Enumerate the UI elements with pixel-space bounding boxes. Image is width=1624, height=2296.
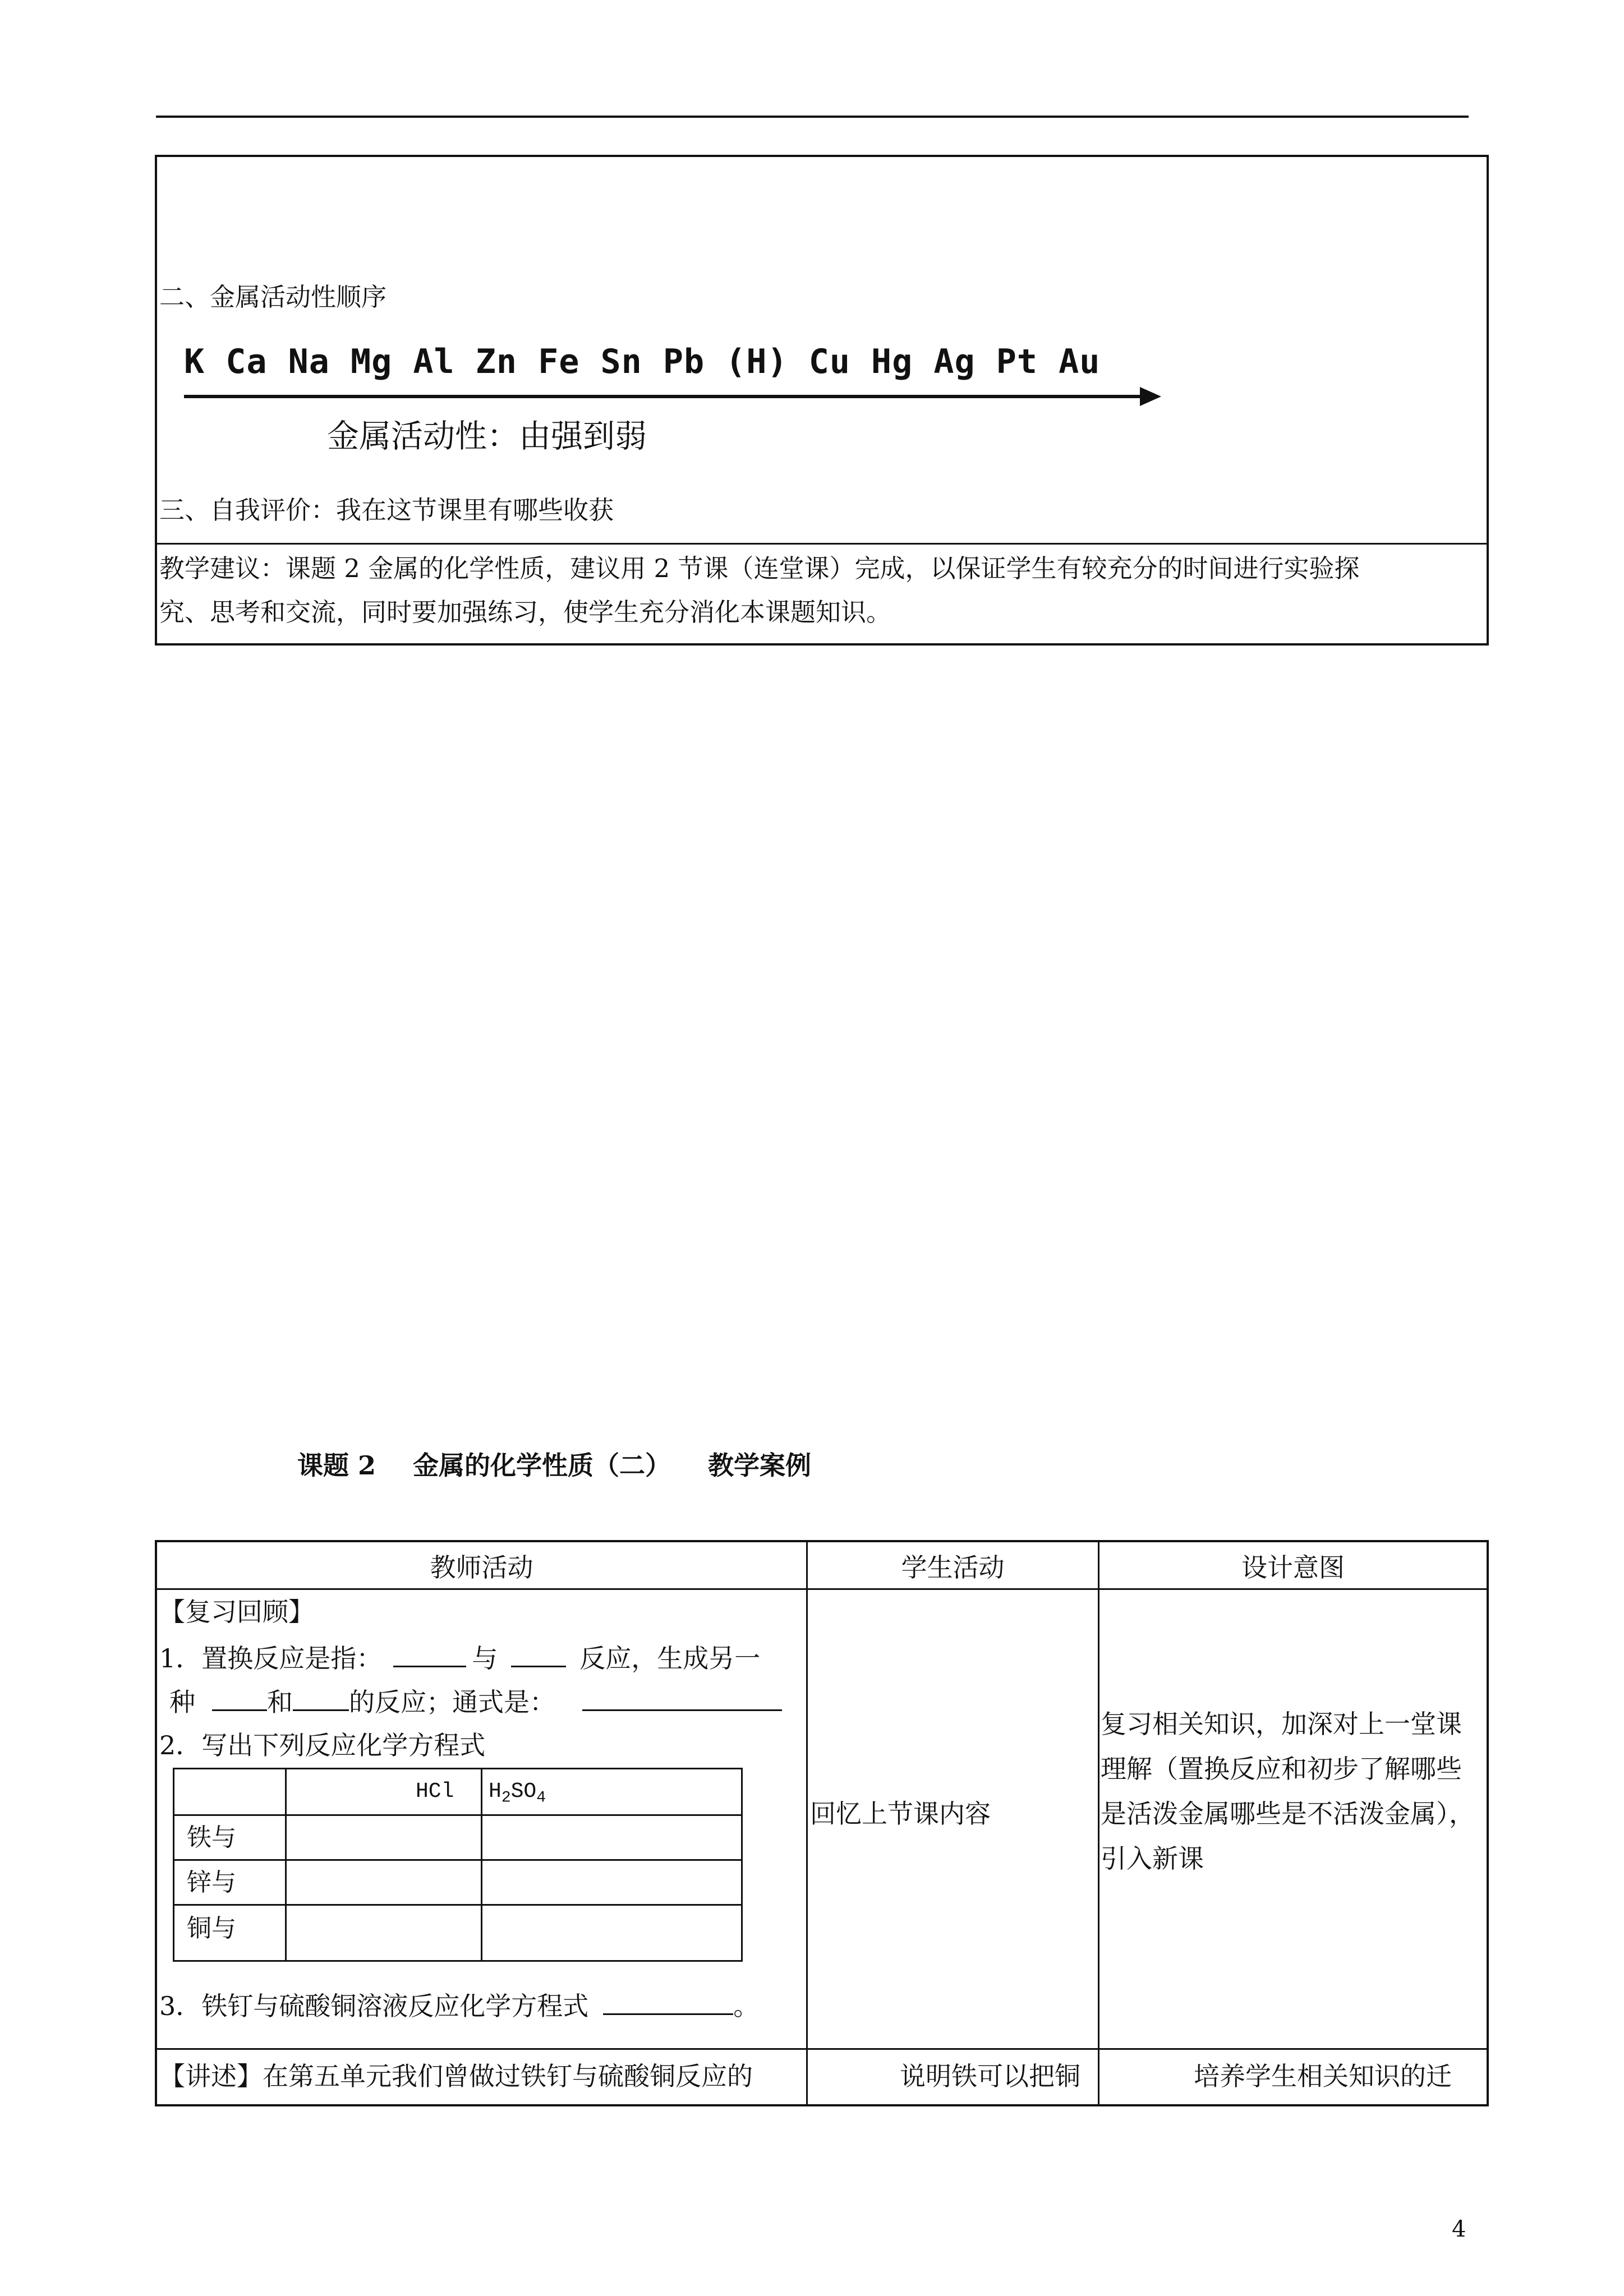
review-q2: 2．写出下列反应化学方程式 <box>159 1730 486 1760</box>
header-intent: 设计意图 <box>1241 1552 1345 1583</box>
row-iron: 铁与 <box>187 1823 236 1852</box>
col-divider-1 <box>806 1542 808 2104</box>
q3-part-b: 。 <box>733 1991 760 2021</box>
section2-title: 二、金属活动性顺序 <box>159 282 387 312</box>
q1-part-b: 与 <box>472 1643 498 1673</box>
lesson-plan-table <box>155 1540 1489 2106</box>
q3-part-a: 3．铁钉与硫酸铜溶液反应化学方程式 <box>159 1991 589 2021</box>
intent-line-4: 引入新课 <box>1101 1843 1204 1874</box>
reaction-table <box>173 1768 743 1962</box>
q1-part-c: 反应，生成另一 <box>579 1643 761 1673</box>
section3-title: 三、自我评价：我在这节课里有哪些收获 <box>159 495 614 525</box>
teaching-advice-line2: 究、思考和交流，同时要加强练习，使学生充分消化本课题知识。 <box>159 597 892 627</box>
col-hcl: HCl <box>416 1779 454 1804</box>
inner-col-1 <box>285 1769 287 1960</box>
blank-formula <box>582 1684 782 1711</box>
blank-5 <box>603 1988 733 2015</box>
h2so4-sub2: 2 <box>501 1789 511 1807</box>
intent-line-3: 是活泼金属哪些是不活泼金属）， <box>1101 1799 1475 1829</box>
blank-2 <box>511 1640 566 1667</box>
h2so4-h: H <box>489 1779 502 1804</box>
row-divider <box>157 2048 1487 2050</box>
lesson-title-part3: 教学案例 <box>708 1450 812 1481</box>
lecture-teacher: 【讲述】在第五单元我们曾做过铁钉与硫酸铜反应的 <box>159 2061 753 2091</box>
inner-row-1 <box>174 1814 741 1816</box>
lesson-title-part1: 课题 2 <box>297 1450 376 1481</box>
header-teacher: 教师活动 <box>430 1552 533 1583</box>
q1-part-d: 种 <box>169 1687 195 1717</box>
q1-part-e: 和 <box>267 1687 293 1717</box>
page-number: 4 <box>1452 2216 1466 2242</box>
row-copper: 铜与 <box>187 1914 236 1943</box>
review-title: 【复习回顾】 <box>159 1597 314 1627</box>
arrow-right-icon <box>1140 387 1161 406</box>
blank-1 <box>393 1640 466 1667</box>
inner-row-2 <box>174 1859 741 1861</box>
intent-line-2: 理解（置换反应和初步了解哪些 <box>1101 1754 1462 1784</box>
intent-line-1: 复习相关知识，加深对上一堂课 <box>1101 1709 1462 1739</box>
blank-3 <box>212 1684 267 1711</box>
h2so4-sub4: 4 <box>536 1789 546 1807</box>
lesson-title <box>297 1449 811 1482</box>
review-q1-line2 <box>159 1684 782 1719</box>
review-q1-line1 <box>159 1640 760 1675</box>
h2so4-so: SO <box>510 1779 537 1804</box>
student-review: 回忆上节课内容 <box>810 1799 991 1829</box>
lecture-student: 说明铁可以把铜 <box>900 2061 1080 2091</box>
continuation-box <box>155 155 1489 646</box>
inner-col-2 <box>481 1769 482 1960</box>
review-q3 <box>159 1988 759 2023</box>
header-student: 学生活动 <box>901 1552 1005 1583</box>
lecture-intent: 培养学生相关知识的迁 <box>1194 2061 1452 2091</box>
blank-4 <box>293 1684 349 1711</box>
activity-note: 金属活动性：由强到弱 <box>327 418 647 455</box>
col-h2so4 <box>489 1776 546 1814</box>
arrow-line <box>184 395 1143 398</box>
lesson-title-part2: 金属的化学性质（二） <box>413 1450 671 1481</box>
metal-activity-series: K Ca Na Mg Al Zn Fe Sn Pb (H) Cu Hg Ag Pt Au <box>184 342 1101 381</box>
q1-part-a: 1．置换反应是指： <box>159 1643 383 1673</box>
box-divider <box>157 543 1487 545</box>
q1-part-f: 的反应；通式是： <box>349 1687 555 1717</box>
teaching-advice-line1: 教学建议：课题 2 金属的化学性质，建议用 2 节课（连堂课）完成，以保证学生有较充分的时间进行实验探 <box>159 554 1360 583</box>
col-divider-2 <box>1098 1542 1099 2104</box>
row-zinc: 锌与 <box>187 1868 236 1897</box>
inner-row-3 <box>174 1904 741 1906</box>
header-rule <box>156 116 1469 118</box>
